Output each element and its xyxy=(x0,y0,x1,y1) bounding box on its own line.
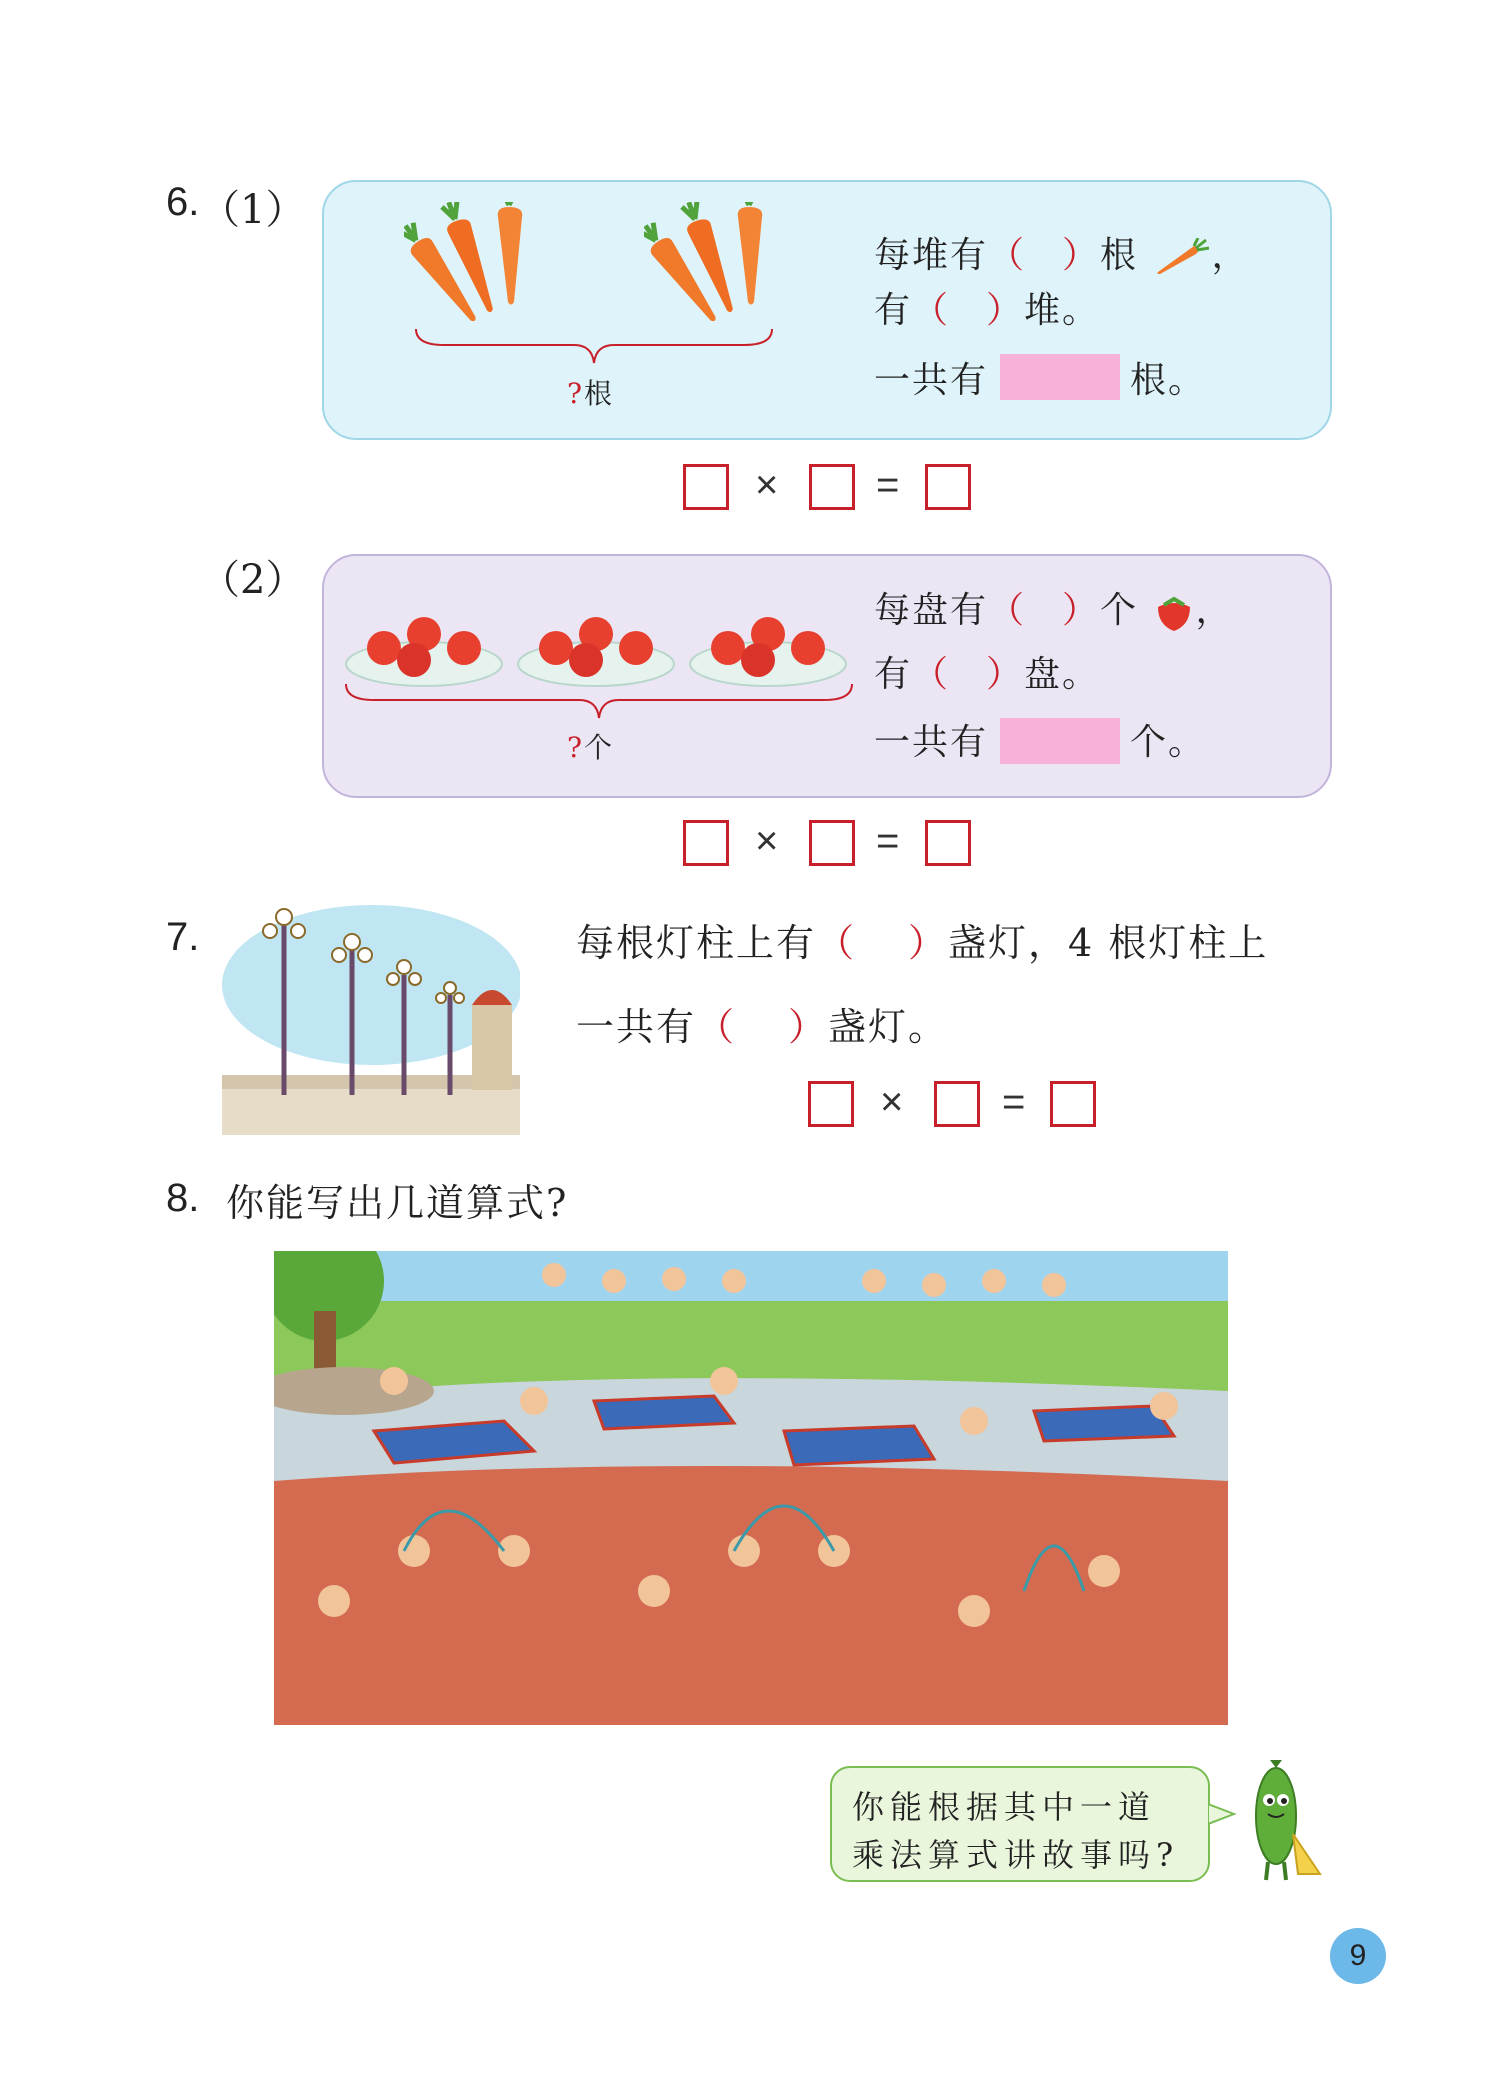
equation-3-factor-b[interactable] xyxy=(934,1081,980,1127)
question-6-part2-label: （2） xyxy=(200,557,306,603)
carrot-icon xyxy=(1152,238,1212,278)
part1-line1 xyxy=(874,227,1250,278)
strawberry-icon xyxy=(1152,593,1196,633)
playground-scene-illustration xyxy=(274,1251,1228,1725)
question-6-part2-panel xyxy=(322,554,1332,798)
question-8-number: 8. xyxy=(166,1176,200,1220)
q7-line1 xyxy=(576,912,1268,967)
answer-blank-close: ） xyxy=(908,921,949,965)
text-has: 有 xyxy=(874,654,913,695)
cucumber-mascot-icon xyxy=(1238,1756,1328,1886)
brace-question-mark: ? xyxy=(567,731,585,764)
answer-blank-close: ） xyxy=(1062,590,1101,631)
part2-line3-unit: 个。 xyxy=(1130,722,1207,763)
answer-blank-open: （ xyxy=(912,654,951,695)
times-sign: × xyxy=(880,1080,904,1124)
equation-3-factor-a[interactable] xyxy=(808,1081,854,1127)
part2-line2 xyxy=(874,646,1100,697)
equation-1-factor-a[interactable] xyxy=(683,464,729,510)
strawberry-plates-illustration xyxy=(344,596,874,696)
equals-sign: = xyxy=(876,463,900,507)
answer-blank-open: （ xyxy=(696,1005,737,1049)
question-7-number: 7. xyxy=(166,915,200,959)
text-lamps-four-posts: 盏灯，4 根灯柱上 xyxy=(948,921,1269,965)
question-8-text: 你能写出几道算式? xyxy=(226,1181,569,1225)
speech-bubble-line2: 乘法算式讲故事吗? xyxy=(852,1836,1180,1874)
equation-2-factor-a[interactable] xyxy=(683,820,729,866)
answer-blank-close: ） xyxy=(788,1005,829,1049)
page-number: 9 xyxy=(1349,1939,1367,1972)
equation-2-product[interactable] xyxy=(925,820,971,866)
brace-unit: 根 xyxy=(584,377,615,410)
q7-line2 xyxy=(576,996,948,1051)
brace-bracket xyxy=(344,682,854,722)
answer-blank-open: （ xyxy=(912,290,951,331)
text-lamps: 盏灯。 xyxy=(828,1005,949,1049)
text-comma: ， xyxy=(1195,590,1234,631)
answer-blank-close: ） xyxy=(986,654,1025,695)
lamp-posts-illustration xyxy=(222,895,520,1135)
equation-1-factor-b[interactable] xyxy=(809,464,855,510)
text-has: 有 xyxy=(874,290,913,331)
brace-unit: 个 xyxy=(584,731,615,764)
times-sign: × xyxy=(755,463,779,507)
text-piles: 堆。 xyxy=(1024,290,1101,331)
text-plates: 盘。 xyxy=(1024,654,1101,695)
answer-blank-open: （ xyxy=(988,235,1027,276)
text-total: 一共有 xyxy=(874,722,989,763)
question-6-number: 6. xyxy=(166,180,200,224)
answer-blank-open: （ xyxy=(816,921,857,965)
brace-total-label xyxy=(567,372,614,412)
brace-total-label xyxy=(567,726,614,766)
answer-blank-close: ） xyxy=(986,290,1025,331)
text-each-pile-has: 每堆有 xyxy=(874,235,989,276)
total-answer-field[interactable] xyxy=(1000,718,1120,764)
part1-line2 xyxy=(874,282,1100,333)
total-answer-field[interactable] xyxy=(1000,354,1120,400)
text-unit-gen: 根 xyxy=(1100,235,1139,276)
equation-2-factor-b[interactable] xyxy=(809,820,855,866)
text-each-post-has: 每根灯柱上有 xyxy=(576,921,817,965)
page-number-badge xyxy=(1330,1928,1386,1984)
text-each-plate-has: 每盘有 xyxy=(874,590,989,631)
answer-blank-close: ） xyxy=(1062,235,1101,276)
equals-sign: = xyxy=(1002,1080,1026,1124)
brace-bracket xyxy=(414,327,774,367)
text-comma: ， xyxy=(1211,235,1250,276)
brace-question-mark: ? xyxy=(567,377,585,410)
bubble-tail xyxy=(1208,1800,1238,1830)
question-6-part1-label: （1） xyxy=(200,187,306,233)
times-sign: × xyxy=(755,819,779,863)
equals-sign: = xyxy=(876,819,900,863)
carrot-bunch-illustration-2 xyxy=(644,202,784,327)
equation-1-product[interactable] xyxy=(925,464,971,510)
text-total: 一共有 xyxy=(874,360,989,401)
equation-3-product[interactable] xyxy=(1050,1081,1096,1127)
part2-line1 xyxy=(874,582,1234,633)
speech-bubble-line1: 你能根据其中一道 xyxy=(852,1788,1157,1826)
speech-bubble xyxy=(830,1766,1210,1882)
part1-line3-unit: 根。 xyxy=(1130,360,1207,401)
answer-blank-open: （ xyxy=(988,590,1027,631)
text-unit-ge: 个 xyxy=(1100,590,1139,631)
carrot-bunch-illustration-1 xyxy=(404,202,544,327)
part2-line3 xyxy=(874,714,988,765)
text-total: 一共有 xyxy=(576,1005,697,1049)
part1-line3 xyxy=(874,352,988,403)
question-6-part1-panel xyxy=(322,180,1332,440)
